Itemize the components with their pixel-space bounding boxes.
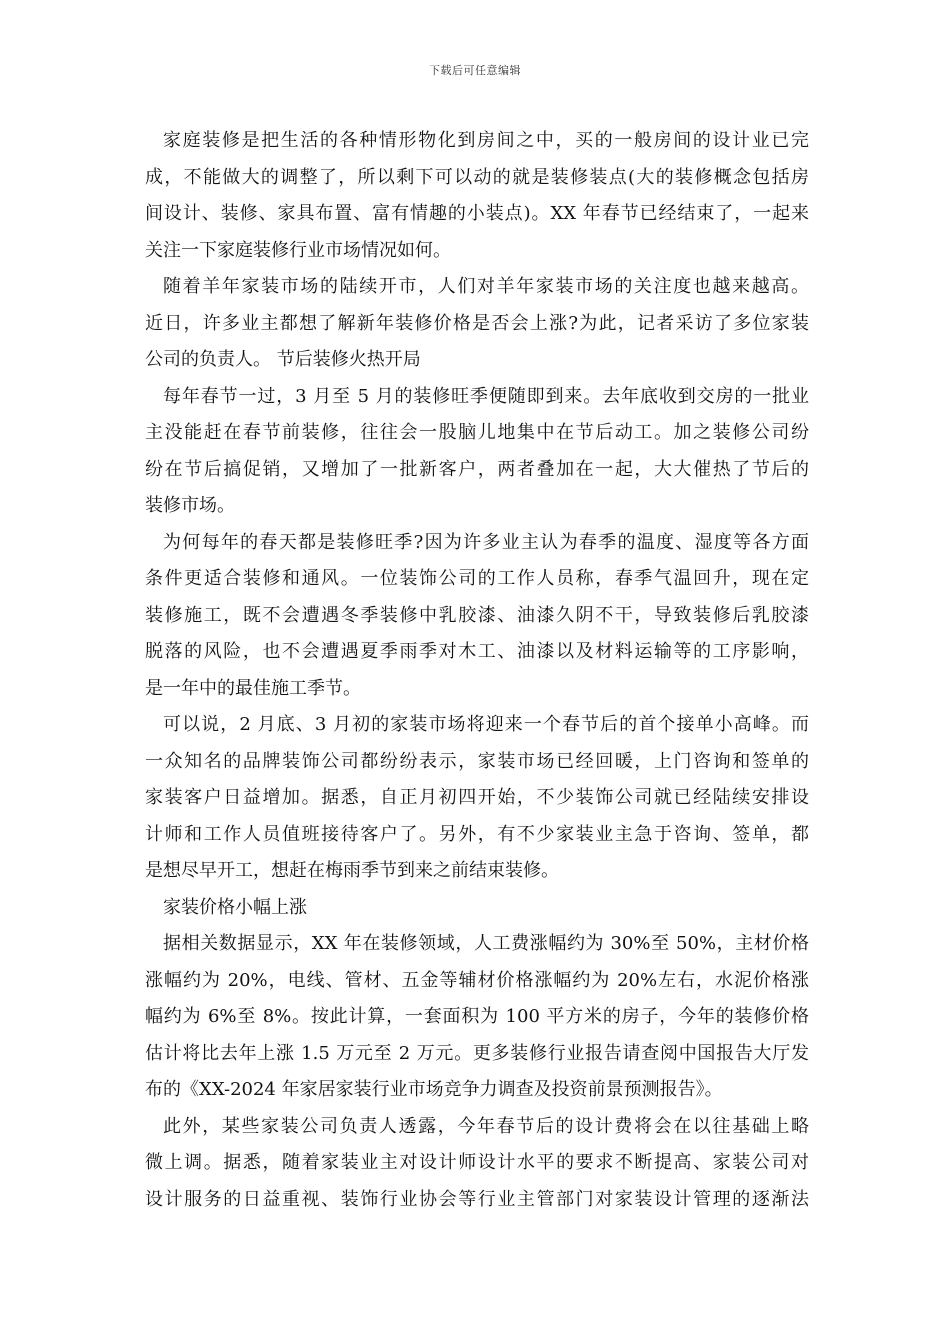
text-line: 关注一下家庭装修行业市场情况如何。 [145,239,451,261]
text-line: 是一年中的最佳施工季节。 [145,677,361,699]
text-line: 可以说，2 月底、3 月初的家装市场将迎来一个春节后的首个接单小高峰。而 [163,714,809,735]
text-line: 纷在节后搞促销，又增加了一批新客户，两者叠加在一起，大大催热了节后的 [145,458,809,480]
paragraph [145,707,809,890]
paragraph [145,926,809,1109]
text-line: 主没能赶在春节前装修，往往会一股脑儿地集中在节后动工。加之装修公司纷 [145,422,809,443]
document-body [145,123,809,1218]
text-line: 家装价格小幅上涨 [163,896,307,918]
text-line: 为何每年的春天都是装修旺季?因为许多业主认为春季的温度、湿度等各方面 [163,531,809,553]
text-line: 家装客户日益增加。据悉，自正月初四开始，不少装饰公司就已经陆续安排设 [145,787,809,808]
text-line: 估计将比去年上涨 1.5 万元至 2 万元。更多装修行业报告请查阅中国报告大厅发 [145,1042,809,1064]
text-line: 条件更适合装修和通风。一位装饰公司的工作人员称，春季气温回升，现在定 [145,568,809,589]
text-line: 计师和工作人员值班接待客户了。另外，有不少家装业主急于咨询、签单，都 [145,823,809,845]
text-line: 成，不能做大的调整了，所以剩下可以动的就是装修装点(大的装修概念包括房 [145,166,809,188]
text-line: 家庭装修是把生活的各种情形物化到房间之中，买的一般房间的设计业已完 [163,130,809,151]
paragraph [145,890,809,927]
paragraph [145,123,809,269]
page-header: 下载后可任意编辑 [429,64,521,77]
paragraph [145,525,809,708]
text-line: 设计服务的日益重视、装饰行业协会等行业主管部门对家装设计管理的逐渐法 [145,1188,809,1210]
text-line: 是想尽早开工，想赶在梅雨季节到来之前结束装修。 [145,860,559,881]
paragraph [145,269,809,379]
text-line: 幅约为 6%至 8%。按此计算，一套面积为 100 平方米的房子，今年的装修价格 [145,1006,809,1027]
text-line: 布的《XX-2024 年家居家装行业市场竞争力调查及投资前景预测报告》。 [145,1079,723,1100]
text-line: 脱落的风险，也不会遭遇夏季雨季对木工、油漆以及材料运输等的工序影响， [145,641,809,662]
paragraph [145,1109,809,1219]
text-line: 近日，许多业主都想了解新年装修价格是否会上涨?为此，记者采访了多位家装 [145,312,809,334]
text-line: 公司的负责人。 节后装修火热开局 [145,349,421,370]
text-line: 随着羊年家装市场的陆续开市，人们对羊年家装市场的关注度也越来越高。 [163,276,809,297]
paragraph [145,379,809,525]
text-line: 间设计、装修、家具布置、富有情趣的小装点)。XX 年春节已经结束了，一起来 [145,203,809,224]
text-line: 此外，某些家装公司负责人透露，今年春节后的设计费将会在以往基础上略 [163,1115,809,1137]
text-line: 一众知名的品牌装饰公司都纷纷表示，家装市场已经回暖，上门咨询和签单的 [145,750,809,772]
text-line: 涨幅约为 20%，电线、管材、五金等辅材价格涨幅约为 20%左右，水泥价格涨 [145,969,809,991]
text-line: 装修市场。 [145,495,235,516]
text-line: 微上调。据悉，随着家装业主对设计师设计水平的要求不断提高、家装公司对 [145,1152,809,1173]
text-line: 每年春节一过，3 月至 5 月的装修旺季便随即到来。去年底收到交房的一批业 [163,385,809,407]
text-line: 据相关数据显示，XX 年在装修领域，人工费涨幅约为 30%至 50%，主材价格 [163,933,809,954]
text-line: 装修施工，既不会遭遇冬季装修中乳胶漆、油漆久阴不干，导致装修后乳胶漆 [145,604,809,626]
